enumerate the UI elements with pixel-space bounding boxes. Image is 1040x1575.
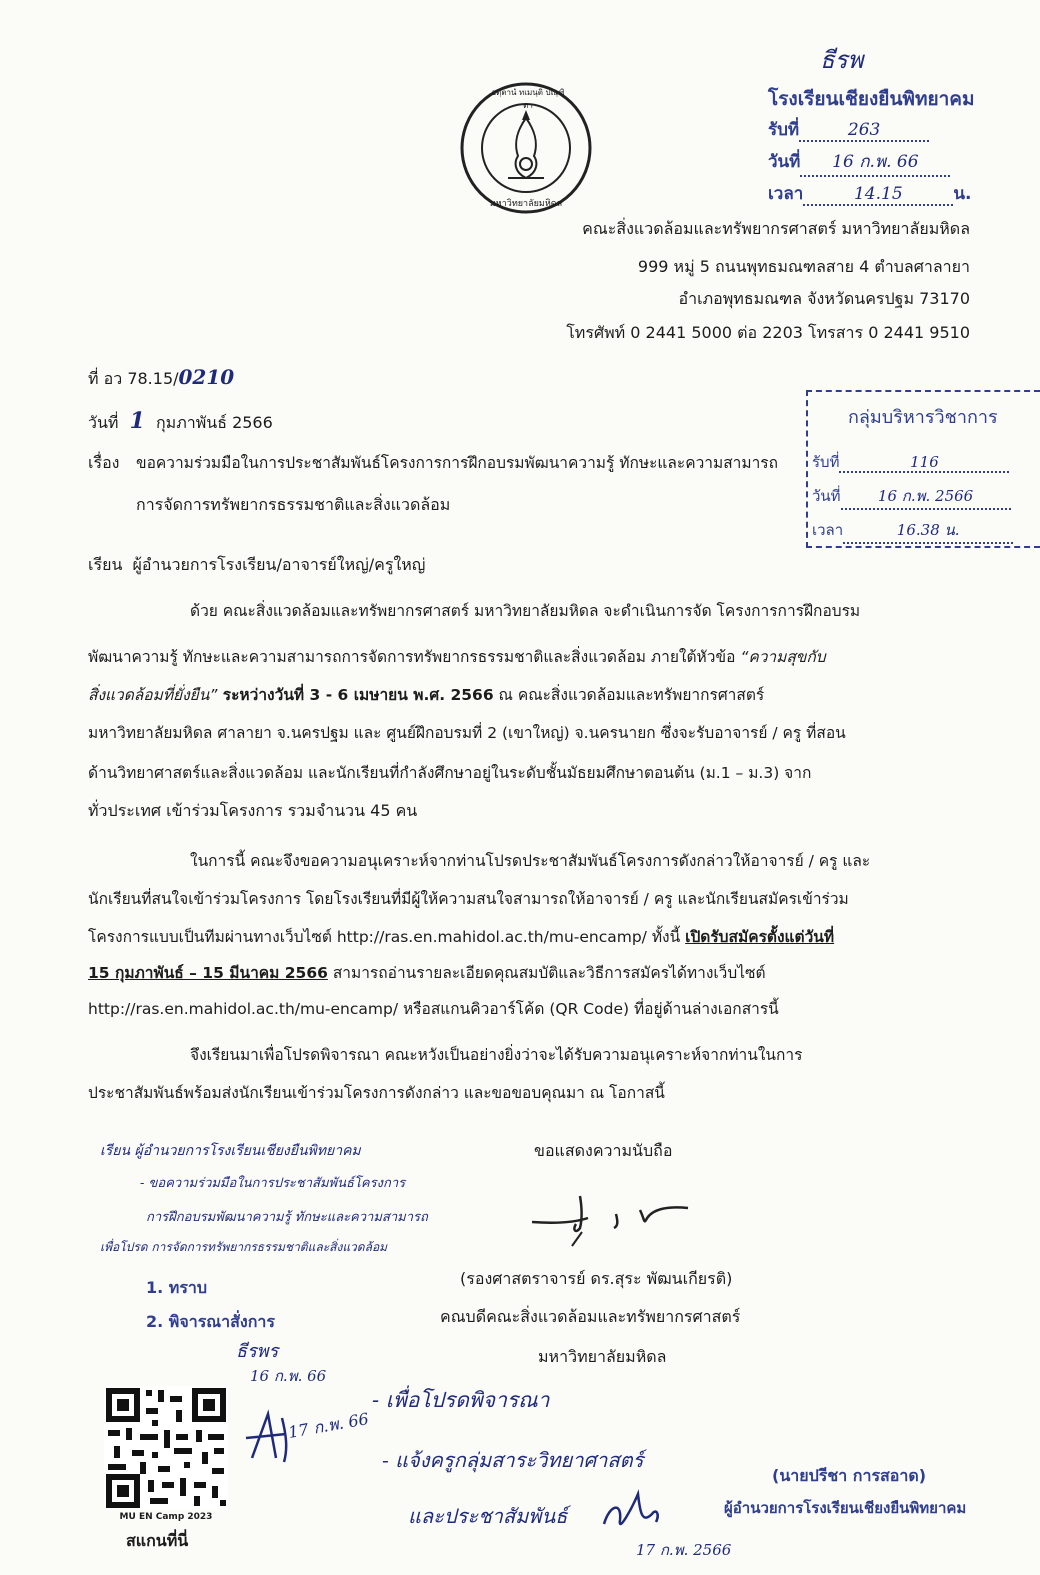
admin-stamp-number-value: 116 bbox=[839, 453, 1009, 473]
receipt-time-unit: น. bbox=[953, 184, 972, 204]
receipt-time-label: เวลา bbox=[768, 184, 804, 204]
document-date-rest: กุมภาพันธ์ 2566 bbox=[155, 413, 273, 432]
admin-stamp-title: กลุ่มบริหารวิชาการ bbox=[848, 407, 998, 428]
routing-initial: ธีรพร bbox=[236, 1341, 279, 1362]
subject-line-2: การจัดการทรัพยากรธรรมชาติและสิ่งแวดล้อม bbox=[136, 495, 451, 514]
sender-line-2: 999 หมู่ 5 ถนนพุทธมณฑลสาย 4 ตำบลศาลายา bbox=[637, 257, 970, 276]
order-date: 17 ก.พ. 2566 bbox=[636, 1541, 732, 1559]
routing-note-line-3: การฝึกอบรมพัฒนาความรู้ ทักษะและความสามารถ bbox=[146, 1210, 428, 1225]
qr-caption: MU EN Camp 2023 bbox=[119, 1512, 213, 1522]
director-name: (นายปรีชา การสอาด) bbox=[772, 1466, 927, 1485]
signer-title-2: มหาวิทยาลัยมหิดล bbox=[538, 1347, 667, 1366]
receipt-number-value: 263 bbox=[799, 120, 929, 142]
receipt-number-label: รับที่ bbox=[768, 120, 800, 140]
para1-line-5: ด้านวิทยาศาสตร์และสิ่งแวดล้อม และนักเรียนที่กำลังศึกษาอยู่ในระดับชั้นมัธยมศึกษาตอนต้น (ม.1 – ม.3) จาก bbox=[88, 764, 812, 782]
para1-line-4: มหาวิทยาลัยมหิดล ศาลายา จ.นครปฐม และ ศูนย์ฝึกอบรมที่ 2 (เขาใหญ่) จ.นครนายก ซึ่งจะรับอาจารย์ / ครู ที่สอน bbox=[88, 724, 846, 742]
para1-venue: ณ คณะสิ่งแวดล้อมและทรัพยากรศาสตร์ bbox=[493, 686, 765, 704]
routing-note-line-4: เพื่อโปรด การจัดการทรัพยากรธรรมชาติและสิ่งแวดล้อม bbox=[100, 1240, 388, 1254]
university-seal bbox=[458, 80, 594, 216]
qr-scan-label: สแกนที่นี่ bbox=[126, 1531, 189, 1550]
routing-initial-date: 16 ก.พ. 66 bbox=[250, 1367, 327, 1385]
signer-title-1: คณบดีคณะสิ่งแวดล้อมและทรัพยากรศาสตร์ bbox=[440, 1307, 741, 1326]
subject-label: เรื่อง bbox=[88, 453, 120, 472]
para2-registration-dates: 15 กุมภาพันธ์ – 15 มีนาคม 2566 bbox=[88, 964, 328, 982]
para1-line-1: ด้วย คณะสิ่งแวดล้อมและทรัพยากรศาสตร์ มหาวิทยาลัยมหิดล จะดำเนินการจัด โครงการการฝึกอบรม bbox=[190, 602, 861, 620]
admin-stamp-date-value: 16 ก.พ. 2566 bbox=[841, 484, 1011, 510]
para3-line-2: ประชาสัมพันธ์พร้อมส่งนักเรียนเข้าร่วมโครงการดังกล่าว และขอขอบคุณมา ณ โอกาสนี้ bbox=[88, 1084, 665, 1102]
document-date-day: 1 bbox=[129, 408, 145, 434]
reference-prefix: ที่ อว 78.15/ bbox=[88, 369, 179, 388]
para2-line-5: http://ras.en.mahidol.ac.th/mu-encamp/ หรือสแกนคิวอาร์โค้ด (QR Code) ที่อยู่ด้านล่างเอกสารนี้ bbox=[88, 1000, 779, 1018]
order-line-2: - แจ้งครูกลุ่มสาระวิทยาศาสตร์ bbox=[382, 1448, 644, 1472]
qr-code-icon bbox=[104, 1386, 228, 1510]
closing-phrase: ขอแสดงความนับถือ bbox=[534, 1141, 673, 1160]
seal-bottom-text: มหาวิทยาลัยมหิดล bbox=[489, 199, 563, 209]
receipt-date-label: วันที่ bbox=[768, 152, 801, 172]
reference-number bbox=[88, 366, 234, 390]
receipt-number-row bbox=[768, 116, 929, 143]
para2-line-3 bbox=[88, 926, 973, 948]
para1-line-2-text: พัฒนาความรู้ ทักษะและความสามารถการจัดการทรัพยากรธรรมชาติและสิ่งแวดล้อม ภายใต้หัวข้อ bbox=[88, 648, 741, 666]
receipt-date-row bbox=[768, 148, 950, 177]
para2-line-3-text: โครงการแบบเป็นทีมผ่านทางเว็บไซต์ http://ras.en.mahidol.ac.th/mu-encamp/ ทั้งนี้ bbox=[88, 928, 686, 946]
para2-line-4-text: สามารถอ่านรายละเอียดคุณสมบัติและวิธีการสมัครได้ทางเว็บไซต์ bbox=[327, 964, 766, 982]
sender-line-1: คณะสิ่งแวดล้อมและทรัพยากรศาสตร์ มหาวิทยาลัยมหิดล bbox=[582, 219, 970, 238]
salutation bbox=[88, 554, 425, 576]
subject-line-1: ขอความร่วมมือในการประชาสัมพันธ์โครงการการฝึกอบรมพัฒนาความรู้ ทักษะและความสามารถ bbox=[136, 454, 778, 472]
salutation-recipient: ผู้อำนวยการโรงเรียน/อาจารย์ใหญ่/ครูใหญ่ bbox=[132, 555, 426, 574]
admin-stamp-time-label: เวลา bbox=[812, 521, 844, 539]
receipt-time-row bbox=[768, 180, 971, 207]
para1-topic-end: สิ่งแวดล้อมที่ยั่งยืน” bbox=[88, 686, 218, 704]
order-signature-date: 17 ก.พ. 66 bbox=[286, 1409, 371, 1442]
para1-line-2 bbox=[88, 646, 973, 668]
para2-line-1: ในการนี้ คณะจึงขอความอนุเคราะห์จากท่านโปรดประชาสัมพันธ์โครงการดังกล่าวให้อาจารย์ / ครู และ bbox=[190, 852, 871, 870]
routing-option-1: 1. ทราบ bbox=[146, 1278, 208, 1297]
routing-note-line-1: เรียน ผู้อำนวยการโรงเรียนเชียงยืนพิทยาคม bbox=[100, 1143, 361, 1159]
para2-line-2: นักเรียนที่สนใจเข้าร่วมโครงการ โดยโรงเรียนที่มีผู้ให้ความสนใจสามารถให้อาจารย์ / ครู และนักเรียนสมัครเข้าร่วม bbox=[88, 890, 849, 908]
para1-topic-start: “ความสุขกับ bbox=[740, 648, 826, 666]
para3-line-1: จึงเรียนมาเพื่อโปรดพิจารณา คณะหวังเป็นอย่างยิ่งว่าจะได้รับความอนุเคราะห์จากท่านในการ bbox=[190, 1046, 803, 1064]
document-date bbox=[88, 410, 273, 434]
receipt-school-name: โรงเรียนเชียงยืนพิทยาคม bbox=[768, 88, 975, 110]
director-title: ผู้อำนวยการโรงเรียนเชียงยืนพิทยาคม bbox=[724, 1499, 967, 1517]
para1-line-3 bbox=[88, 684, 973, 706]
receipt-time-value: 14.15 bbox=[803, 184, 953, 206]
receipt-date-value: 16 ก.พ. 66 bbox=[800, 148, 950, 177]
reference-handwritten-number: 0210 bbox=[178, 365, 235, 389]
director-signature-icon bbox=[596, 1484, 666, 1544]
sender-line-4: โทรศัพท์ 0 2441 5000 ต่อ 2203 โทรสาร 0 2441 9510 bbox=[566, 323, 970, 342]
salutation-label: เรียน bbox=[88, 555, 123, 574]
order-line-1: - เพื่อโปรดพิจารณา bbox=[372, 1388, 550, 1412]
para2-open-registration: เปิดรับสมัครตั้งแต่วันที่ bbox=[685, 928, 835, 946]
receipt-handwritten-initial: ธีรพ bbox=[820, 46, 864, 74]
order-line-3: และประชาสัมพันธ์ bbox=[408, 1504, 568, 1528]
admin-stamp-number-label: รับที่ bbox=[812, 453, 840, 471]
admin-stamp-date-label: วันที่ bbox=[812, 487, 841, 505]
admin-stamp-time-value: 16.38 น. bbox=[843, 518, 1013, 544]
qr-code[interactable] bbox=[104, 1386, 228, 1510]
document-date-label: วันที่ bbox=[88, 413, 119, 432]
seal-top-text: อตฺตานํ ทเมนฺติ ปณฺฑิตา bbox=[491, 88, 565, 110]
para1-line-6: ทั่วประเทศ เข้าร่วมโครงการ รวมจำนวน 45 คน bbox=[88, 801, 418, 820]
sender-line-3: อำเภอพุทธมณฑล จังหวัดนครปฐม 73170 bbox=[678, 289, 970, 308]
para2-line-4 bbox=[88, 962, 973, 984]
admin-stamp-date-row bbox=[812, 484, 1011, 510]
admin-receipt-stamp bbox=[806, 390, 1040, 548]
routing-option-2: 2. พิจารณาสั่งการ bbox=[146, 1312, 275, 1331]
signer-name: (รองศาสตราจารย์ ดร.สุระ พัฒนเกียรติ) bbox=[460, 1269, 733, 1288]
admin-stamp-number-row bbox=[812, 450, 1009, 474]
admin-stamp-time-row bbox=[812, 518, 1013, 544]
routing-note-line-2: - ขอความร่วมมือในการประชาสัมพันธ์โครงการ bbox=[140, 1176, 406, 1191]
dean-signature-icon bbox=[520, 1188, 710, 1248]
para1-dates: ระหว่างวันที่ 3 - 6 เมษายน พ.ศ. 2566 bbox=[217, 686, 494, 704]
